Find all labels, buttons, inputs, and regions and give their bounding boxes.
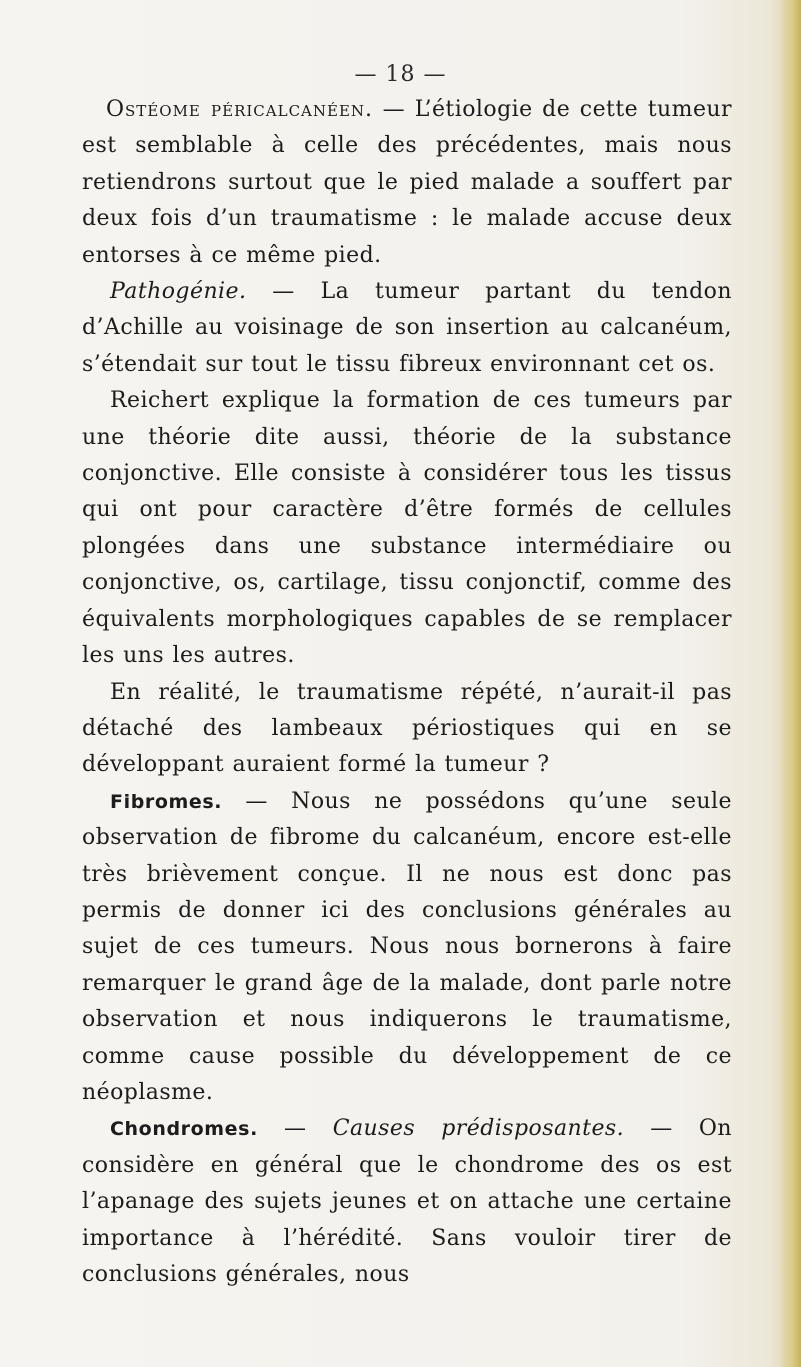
paragraph-fibromes (82, 784, 732, 1112)
paragraph-text: Reichert explique la formation de ces tumeurs par une théorie dite aussi, théorie de la substance conjonctive. Elle consiste à considérer tous les tissus qui ont pour caractère d’être formés de cellules plongées dans une substance intermédiaire ou conjonctive, os, cartilage, tissu conjonctif, comme des équivalents morphologiques capables de se remplacer les uns les autres. (82, 388, 732, 669)
section-heading-pathogenie: Pathogénie. (110, 279, 247, 305)
section-heading-chondromes: Chondromes. (110, 1118, 258, 1141)
section-heading-fibromes: Fibromes. (110, 790, 223, 813)
paragraph-osteome (82, 92, 732, 274)
paragraph-realite (82, 675, 732, 784)
paragraph-text: — La tumeur partant du tendon d’Achille au voisinage de son insertion au calcanéum, s’étendait sur tout le tissu fibreux environnant cet os. (82, 279, 732, 377)
page-number: — 18 — (354, 62, 447, 87)
paragraph-chondromes (82, 1111, 732, 1293)
section-heading-osteome: Ostéome péricalcanéen. (106, 97, 374, 122)
paragraph-text: — On considère en général que le chondrome des os est l’apanage des sujets jeunes et on attache une certaine importance à l’hérédité. Sans vouloir tirer de conclusions générales, nous (82, 1116, 733, 1287)
paragraph-text: — Nous ne possédons qu’une seule observation de fibrome du calcanéum, encore est-elle très brièvement conçue. Il ne nous est donc pas permis de donner ici des conclusions générales au sujet de ces tumeurs. Nous nous bornerons à faire remarquer le grand âge de la malade, dont parle notre observation et nous indiquerons le traumatisme, comme cause possible du développement de ce néoplasme. (82, 788, 732, 1105)
body-text (82, 92, 732, 1293)
paragraph-text: En réalité, le traumatisme répété, n’aurait-il pas détaché des lambeaux périostiques qui en se développant auraient formé la tumeur ? (82, 679, 732, 778)
subheading-causes: Causes prédisposantes. (332, 1116, 625, 1142)
paragraph-pathogenie (82, 274, 732, 383)
heading-dash: — (257, 1116, 333, 1142)
paragraph-text: — L’étiologie de cette tumeur est semblable à celle des précédentes, mais nous retiendrons surtout que le pied malade a souffert par deux fois d’un traumatisme : le malade accuse deux entorses à ce même pied. (82, 97, 732, 268)
paragraph-reichert (82, 383, 732, 674)
page-edge-stain (779, 0, 801, 1367)
